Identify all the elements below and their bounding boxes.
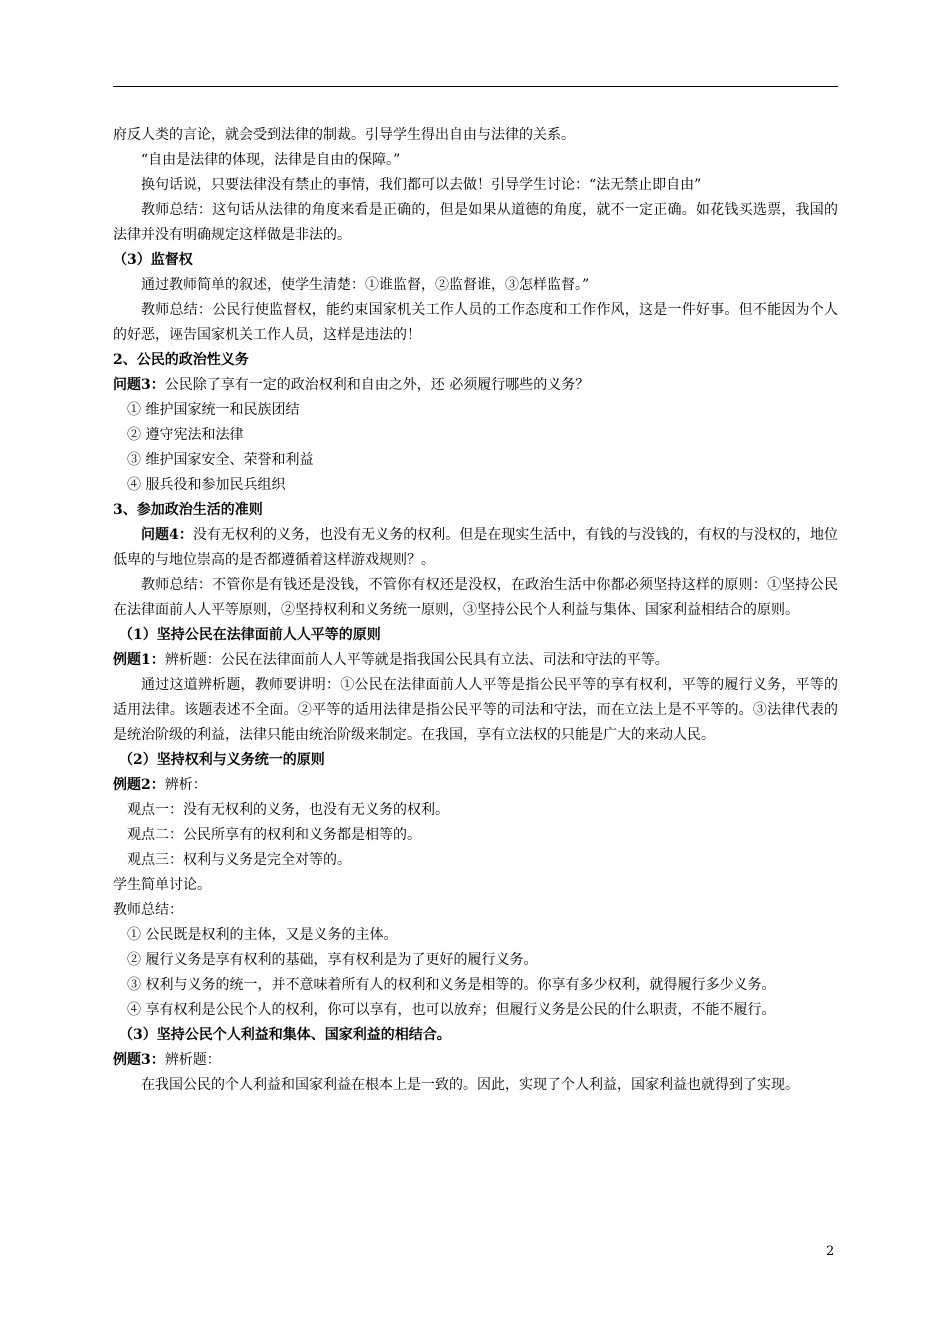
- header-rule: [113, 86, 838, 87]
- example-label: 例题3：: [113, 1052, 165, 1068]
- paragraph: 学生简单讨论。: [113, 877, 211, 893]
- paragraph: 换句话说，只要法律没有禁止的事情，我们都可以去做！引导学生讨论：“法无禁止即自由”: [141, 177, 702, 193]
- document-body: [113, 123, 838, 1098]
- section-heading: （1）坚持公民在法律面前人人平等的原则: [119, 627, 381, 643]
- paragraph: 通过这道辨析题，教师要讲明：①公民在法律面前人人平等是指公民平等的享有权利，平等的履行义务，平等的适用法律。该题表述不全面。②平等的适用法律是指公民平等的司法和守法，而在立法上是不平等的。③法律代表的是统治阶级的利益，法律只能由统治阶级来制定。在我国，享有立法权的只能是广大的来动人民。: [113, 677, 838, 743]
- example-text: 辨析：: [164, 777, 207, 793]
- section-heading: （3）坚持公民个人利益和集体、国家利益的相结合。: [119, 1027, 451, 1043]
- question-label: 问题3：: [113, 377, 165, 393]
- question-label: 问题4：: [141, 527, 193, 543]
- list-item: ② 遵守宪法和法律: [127, 427, 244, 443]
- quote-line: “自由是法律的体现，法律是自由的保障。”: [141, 152, 401, 168]
- paragraph: 教师总结：: [113, 902, 183, 918]
- list-item: ③ 维护国家安全、荣誉和利益: [127, 452, 314, 468]
- paragraph: 教师总结：公民行使监督权，能约束国家机关工作人员的工作态度和工作作风，这是一件好事。但不能因为个人的好恶，诬告国家机关工作人员，这样是违法的！: [113, 302, 838, 343]
- example-paragraph: [113, 773, 838, 798]
- question-paragraph: [113, 523, 838, 573]
- example-paragraph: [113, 1048, 838, 1073]
- example-text: 辨析题：: [164, 1052, 221, 1068]
- example-label: 例题2：: [113, 777, 165, 793]
- paragraph: 在我国公民的个人利益和国家利益在根本上是一致的。因此，实现了个人利益，国家利益也就得到了实现。: [141, 1077, 799, 1093]
- list-item: ④ 服兵役和参加民兵组织: [127, 477, 286, 493]
- paragraph: 教师总结：不管你是有钱还是没钱，不管你有权还是没权，在政治生活中你都必须坚持这样的原则：①坚持公民在法律面前人人平等原则，②坚持权利和义务统一原则，③坚持公民个人利益与集体、国家利益相结合的原则。: [113, 577, 838, 618]
- list-item: ② 履行义务是享有权利的基础，享有权利是为了更好的履行义务。: [127, 952, 538, 968]
- viewpoint: 观点二：公民所享有的权利和义务都是相等的。: [127, 827, 421, 843]
- question-paragraph: [113, 373, 838, 398]
- question-text: 没有无权利的义务，也没有无义务的权利。但是在现实生活中，有钱的与没钱的，有权的与没权的，地位低卑的与地位崇高的是否都遵循着这样游戏规则？。: [113, 527, 838, 568]
- example-paragraph: [113, 648, 838, 673]
- list-item: ① 维护国家统一和民族团结: [127, 402, 300, 418]
- paragraph: 府反人类的言论，就会受到法律的制裁。引导学生得出自由与法律的关系。: [113, 127, 575, 143]
- example-text: 辨析题：公民在法律面前人人平等就是指我国公民具有立法、司法和守法的平等。: [164, 652, 669, 668]
- section-heading: （3）监督权: [113, 252, 193, 268]
- question-text: 公民除了享有一定的政治权利和自由之外，还 必须履行哪些的义务？: [164, 377, 590, 393]
- list-item: ③ 权利与义务的统一，并不意味着所有人的权利和义务是相等的。你享有多少权利，就得履行多少义务。: [127, 977, 776, 993]
- paragraph: 通过教师简单的叙述，使学生清楚：①谁监督，②监督谁，③怎样监督。”: [141, 277, 590, 293]
- viewpoint: 观点一：没有无权利的义务，也没有无义务的权利。: [127, 802, 449, 818]
- section-heading: 2、公民的政治性义务: [113, 352, 249, 368]
- viewpoint: 观点三：权利与义务是完全对等的。: [127, 852, 351, 868]
- page-number: 2: [826, 1244, 835, 1259]
- list-item: ④ 享有权利是公民个人的权利，你可以享有，也可以放弃；但履行义务是公民的什么职责，不能不履行。: [127, 1002, 776, 1018]
- paragraph: 教师总结：这句话从法律的角度来看是正确的，但是如果从道德的角度，就不一定正确。如花钱买选票，我国的法律并没有明确规定这样做是非法的。: [113, 202, 838, 243]
- example-label: 例题1：: [113, 652, 165, 668]
- section-heading: 3、参加政治生活的准则: [113, 502, 263, 518]
- section-heading: （2）坚持权利与义务统一的原则: [119, 752, 325, 768]
- list-item: ① 公民既是权利的主体，又是义务的主体。: [127, 927, 398, 943]
